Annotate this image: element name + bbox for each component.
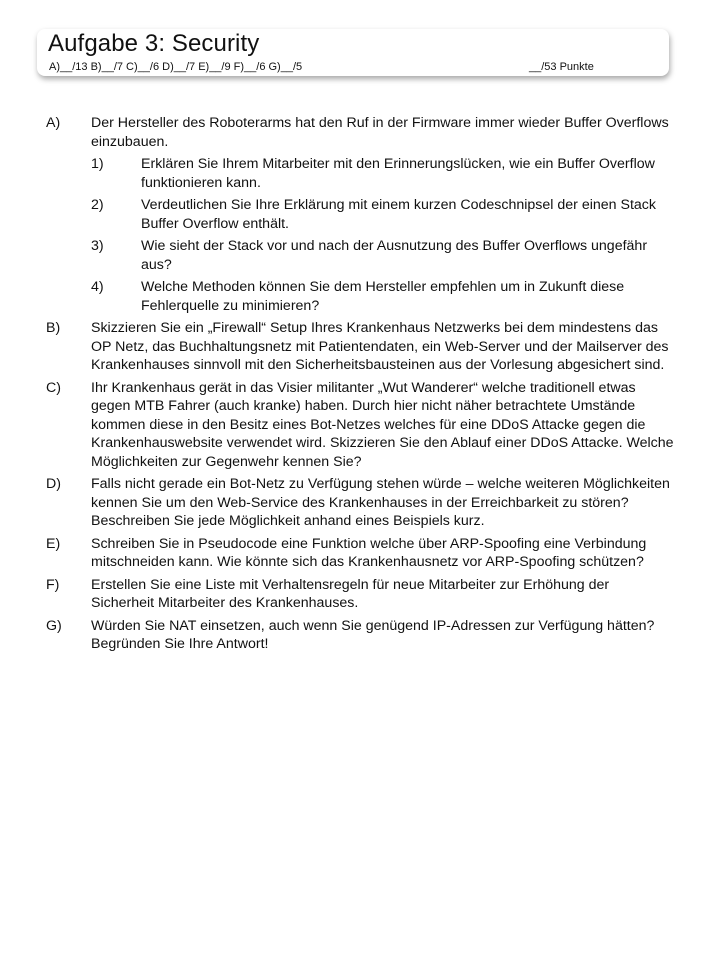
subtask-item [91,196,676,233]
task-text: Falls nicht gerade ein Bot-Netz zu Verfügung stehen würde – welche weiteren Möglichkeiten kennen Sie um den Web-Service des Krankenhauses in der Erreichbarkeit zu stören? Beschreiben Sie jede Möglichkeit anhand eines Beispiels kurz. [91,476,670,529]
task-item-d [46,475,676,531]
subtask-item [91,278,676,315]
task-item-a [46,114,676,315]
task-label: B) [46,320,61,336]
subtask-text: Verdeutlichen Sie Ihre Erklärung mit einem kurzen Codeschnipsel der einen Stack Buffer Overflow enthält. [141,197,656,232]
task-item-e [46,535,676,572]
task-label: F) [46,576,60,593]
task-label: E) [46,535,61,552]
task-text: Der Hersteller des Roboterarms hat den Ruf in der Firmware immer wieder Buffer Overflows einzubauen. [91,115,669,150]
subtask-list [91,155,676,315]
task-text: Erstellen Sie eine Liste mit Verhaltensregeln für neue Mitarbeiter zur Erhöhung der Sicherheit Mitarbeiter des Krankenhauses. [91,576,610,611]
task-label: C) [46,379,61,396]
score-breakdown: A)__/13 B)__/7 C)__/6 D)__/7 E)__/9 F)__/6 G)__/5 [49,61,303,73]
total-points: __/53 Punkte [529,61,594,73]
subtask-item [91,237,676,274]
subtask-text: Welche Methoden können Sie dem Hersteller empfehlen um in Zukunft diese Fehlerquelle zu minimieren? [141,279,625,314]
task-text: Ihr Krankenhaus gerät in das Visier militanter „Wut Wanderer“ welche traditionell etwas gegen MTB Fahrer (auch kranke) haben. Durch hier nicht näher betrachtete Umstände kommen diese in den Besitz eines Bot-Netzes welches für eine DDoS Attacke gegen die Krankenhauswebsite verwendet wird. Skizzieren Sie den Ablauf einer DDoS Attacke. Welche Möglichkeiten zur Gegenwehr kennen Sie? [91,379,674,470]
task-item-f [46,576,676,613]
subtask-item [91,155,676,192]
task-item-b [46,319,676,375]
subtask-text: Wie sieht der Stack vor und nach der Ausnutzung des Buffer Overflows ungefähr aus? [141,238,648,273]
title-box [37,29,669,76]
task-item-c [46,379,676,472]
subtask-label: 2) [91,197,104,213]
subtask-text: Erklären Sie Ihrem Mitarbeiter mit den Erinnerungslücken, wie ein Buffer Overflow funktionieren kann. [141,156,655,191]
subtask-label: 4) [91,279,104,295]
subtask-label: 3) [91,238,104,254]
task-text: Würden Sie NAT einsetzen, auch wenn Sie genügend IP-Adressen zur Verfügung hätten? Begründen Sie Ihre Antwort! [91,617,655,652]
task-text: Skizzieren Sie ein „Firewall“ Setup Ihres Krankenhaus Netzwerks bei dem mindestens das OP Netz, das Buchhaltungsnetz mit Patientendaten, ein Web-Server und der Mailserver des Krankenhauses sinnvoll mit den Sicherheitsbausteinen aus der Vorlesung abgesichert sind. [91,320,669,373]
task-label: G) [46,617,62,634]
task-label: D) [46,476,61,492]
task-label: A) [46,115,61,131]
task-list [46,114,676,658]
subtask-label: 1) [91,156,104,172]
task-item-g [46,617,676,654]
task-text: Schreiben Sie in Pseudocode eine Funktion welche über ARP-Spoofing eine Verbindung mitschneiden kann. Wie könnte sich das Krankenhausnetz vor ARP-Spoofing schützen? [91,535,647,570]
page-title: Aufgabe 3: Security [48,30,260,57]
